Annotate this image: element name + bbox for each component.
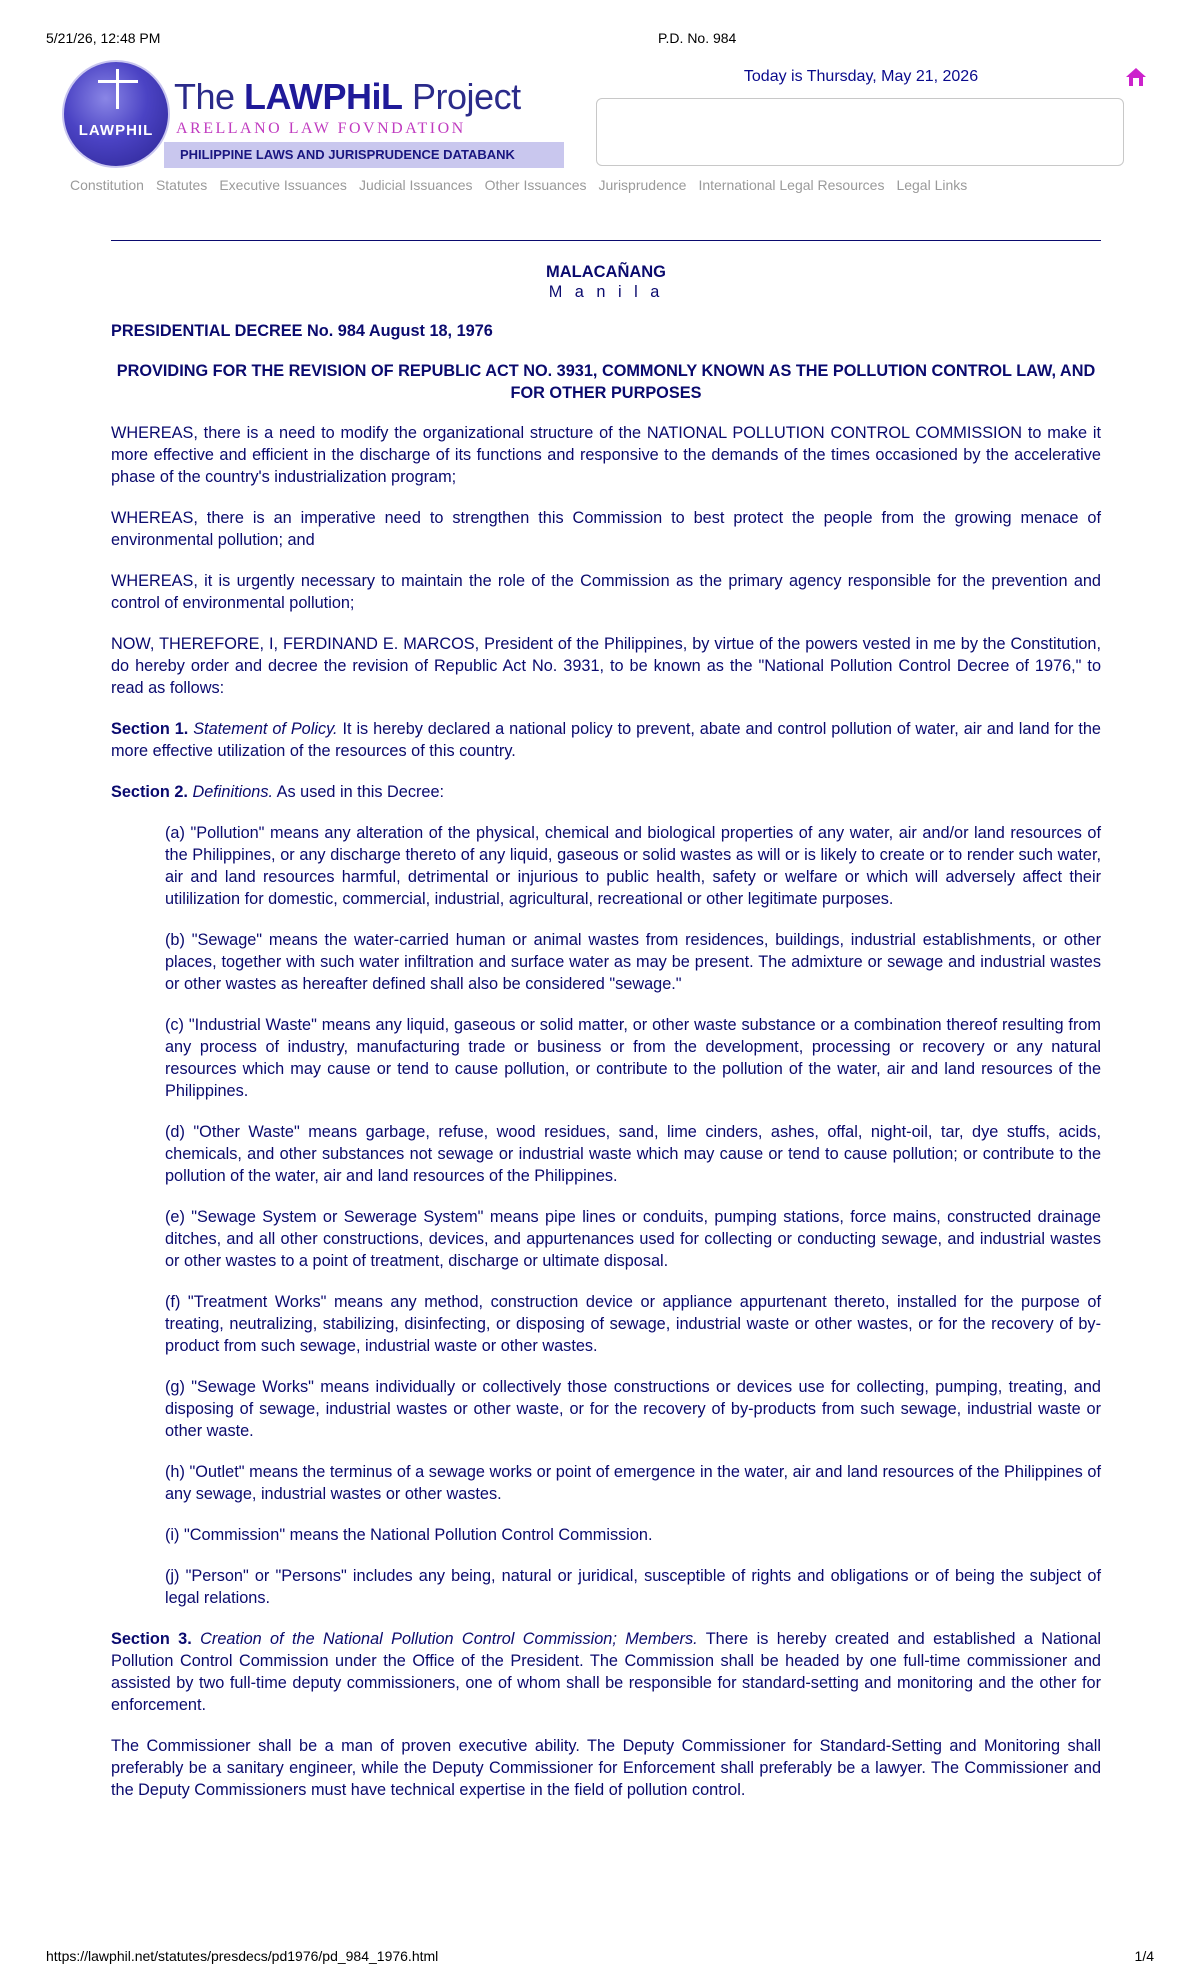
nav-executive-issuances[interactable]: Executive Issuances — [219, 177, 347, 193]
office-name: MALACAÑANG — [545, 263, 667, 281]
scales-of-justice-icon — [98, 80, 138, 116]
section-2-text: As used in this Decree: — [273, 783, 445, 801]
whereas-clause-3: WHEREAS, it is urgently necessary to maintain the role of the Commission as the primary agency responsible for the prevention and control of environmental pollution; — [111, 572, 1101, 612]
print-datetime: 5/21/26, 12:48 PM — [46, 30, 161, 46]
section-3 — [111, 1628, 1101, 1716]
print-footer — [46, 1948, 1154, 1966]
print-url: https://lawphil.net/statutes/presdecs/pd1976/pd_984_1976.html — [46, 1948, 439, 1964]
site-title-prefix: The — [174, 76, 245, 117]
decree-heading: PROVIDING FOR THE REVISION OF REPUBLIC ACT NO. 3931, COMMONLY KNOWN AS THE POLLUTION CONTROL LAW, AND FOR OTHER PURPOSES — [116, 362, 1096, 402]
section-3-title: Creation of the National Pollution Control Commission; Members. — [200, 1630, 698, 1648]
whereas-clause-2: WHEREAS, there is an imperative need to strengthen this Commission to best protect the people from the growing menace of environmental pollution; and — [111, 509, 1101, 549]
divider — [111, 240, 1101, 241]
section-2 — [111, 781, 1101, 803]
section-1-title: Statement of Policy. — [193, 720, 338, 738]
nav-other-issuances[interactable]: Other Issuances — [484, 177, 587, 193]
now-therefore-clause: NOW, THEREFORE, I, FERDINAND E. MARCOS, President of the Philippines, by virtue of the powers vested in me by the Constitution, do hereby order and decree the revision of Republic Act No. 3931, to be known as the "National Pollution Control Decree of 1976," to read as follows: — [111, 635, 1101, 697]
search-box[interactable] — [596, 98, 1124, 166]
definition-h: (h) "Outlet" means the terminus of a sewage works or point of emergence in the water, air and land resources of the Philippines of any sewage, industrial wastes or other wastes. — [165, 1463, 1101, 1503]
definition-i: (i) "Commission" means the National Pollution Control Commission. — [165, 1526, 653, 1544]
site-tagline: PHILIPPINE LAWS AND JURISPRUDENCE DATABANK — [164, 142, 564, 168]
definition-j: (j) "Person" or "Persons" includes any being, natural or juridical, susceptible of rights and obligations or of being the subject of legal relations. — [165, 1567, 1101, 1607]
print-page-number: 1/4 — [1134, 1948, 1154, 1964]
print-header — [46, 30, 1154, 48]
definition-d: (d) "Other Waste" means garbage, refuse, wood residues, sand, lime cinders, ashes, offal, night-oil, tar, dye stuffs, acids, chemicals, and other substances not sewage or industrial waste which may cause or tend to cause pollution; or contribute to the pollution of the water, air and land resources of the Philippines. — [165, 1123, 1101, 1185]
today-date: Today is Thursday, May 21, 2026 — [743, 68, 979, 85]
section-3-label: Section 3. — [111, 1630, 192, 1648]
seal-text: LAWPHIL — [78, 122, 154, 139]
definition-b: (b) "Sewage" means the water-carried human or animal wastes from residences, buildings, industrial establishments, or other places, together with such water infiltration and surface water as may be present. The admixture or sewage and industrial wastes or other wastes as hereafter defined shall also be considered "sewage." — [165, 931, 1101, 993]
site-title-bold: LAWPHiL — [244, 76, 403, 117]
definition-g: (g) "Sewage Works" means individually or collectively those constructions or devices use for collecting, pumping, treating, and disposing of sewage, industrial wastes or other waste, or for the recovery of by-products from such sewage, industrial waste or other waste. — [165, 1378, 1101, 1440]
section-3-text: There is hereby created and established a National Pollution Control Commission under the Office of the President. The Commission shall be headed by one full-time commissioner and assisted by two full-time deputy commissioners, one of whom shall be responsible for standard-setting and monitoring and the other for enforcement. — [111, 1630, 1101, 1714]
nav-constitution[interactable]: Constitution — [70, 177, 144, 193]
nav-judicial-issuances[interactable]: Judicial Issuances — [358, 177, 473, 193]
city-name: M a n i l a — [548, 283, 664, 301]
nav-jurisprudence[interactable]: Jurisprudence — [598, 177, 687, 193]
definition-a: (a) "Pollution" means any alteration of the physical, chemical and biological properties of any water, air and/or land resources of the Philippines, or any discharge thereto of any liquid, gaseous or solid wastes as will or is likely to create or to render such water, air and land resources harmful, detrimental or injurious to public health, safety or welfare or which will adversely affect their utililization for domestic, commercial, industrial, agricultural, recreational or other legitimate purposes. — [165, 824, 1101, 908]
section-1 — [111, 718, 1101, 762]
section-1-label: Section 1. — [111, 720, 189, 738]
home-icon[interactable] — [1125, 66, 1147, 88]
definition-f: (f) "Treatment Works" means any method, construction device or appliance appurtenant thereto, installed for the purpose of treating, neutralizing, stabilizing, disinfecting, or disposing of sewage, industrial waste or other wastes, or for the recovery of by-product from such sewage, industrial waste or other wastes. — [165, 1293, 1101, 1355]
section-1-text: It is hereby declared a national policy to prevent, abate and control pollution of water, air and land for the more effective utilization of the resources of this country. — [111, 720, 1101, 760]
whereas-clause-1: WHEREAS, there is a need to modify the organizational structure of the NATIONAL POLLUTION CONTROL COMMISSION to make it more effective and efficient in the discharge of its functions and responsive to the demands of the times occasioned by the accelerative phase of the country's industrialization program; — [111, 424, 1101, 486]
decree-document — [111, 262, 1101, 1820]
definition-e: (e) "Sewage System or Sewerage System" means pipe lines or conduits, pumping stations, force mains, constructed drainage ditches, and all other constructions, devices, and appurtenances used for collecting or conducting sewage, and industrial wastes or other wastes to a point of treatment, discharge or ultimate disposal. — [165, 1208, 1101, 1270]
definition-c: (c) "Industrial Waste" means any liquid, gaseous or solid matter, or other waste substance or a combination thereof resulting from any process of industry, manufacturing trade or business or from the development, processing or recovery or any natural resources which may cause or tend to cause pollution, or contribute to the pollution of the water, air and land resources of the Philippines. — [165, 1016, 1101, 1100]
nav-statutes[interactable]: Statutes — [155, 177, 208, 193]
commissioner-paragraph: The Commissioner shall be a man of proven executive ability. The Deputy Commissioner for Standard-Setting and Monitoring shall preferably be a sanitary engineer, while the Deputy Commissioner for Enforcement shall preferably be a lawyer. The Commissioner and the Deputy Commissioners must have technical expertise in the field of pollution control. — [111, 1737, 1101, 1799]
site-subtitle: ARELLANO LAW FOVNDATION — [176, 120, 466, 137]
site-title — [174, 76, 521, 118]
section-2-label: Section 2. — [111, 783, 188, 801]
section-2-title: Definitions. — [192, 783, 273, 801]
lawphil-logo[interactable] — [56, 58, 564, 170]
nav-legal-links[interactable]: Legal Links — [896, 177, 968, 193]
decree-title: PRESIDENTIAL DECREE No. 984 August 18, 1976 — [111, 322, 493, 340]
site-title-suffix: Project — [402, 76, 521, 117]
nav-international-legal-resources[interactable]: International Legal Resources — [698, 177, 885, 193]
main-nav — [70, 177, 1130, 195]
foundation-seal-icon — [62, 60, 170, 168]
print-doc-title: P.D. No. 984 — [658, 30, 737, 46]
